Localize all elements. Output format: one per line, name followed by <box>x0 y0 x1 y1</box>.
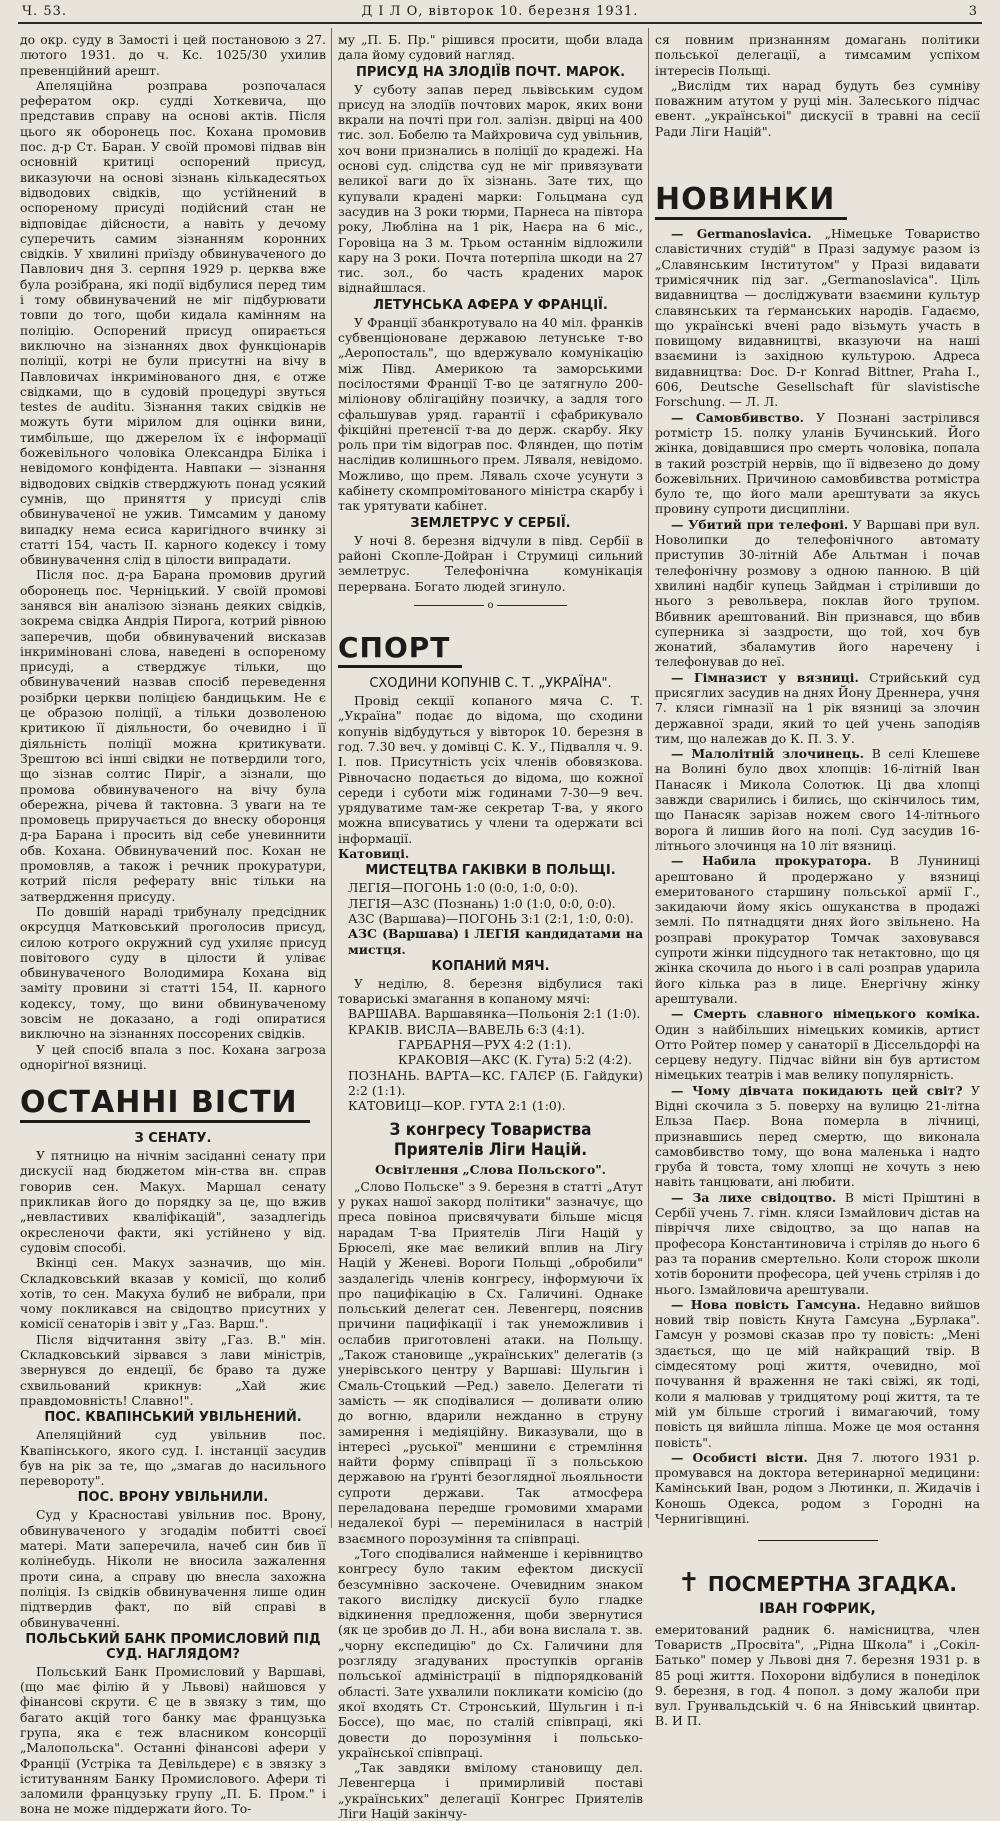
column-1 <box>20 32 326 1817</box>
article-text: до окр. суду в Замості і цей постановою з 27. лютого 1931. до ч. Кс. 1025/30 ухилив превенційний арешт. <box>20 32 326 78</box>
headline: ПОЛЬСЬКИЙ БАНК ПРОМИСЛОВИЙ ПІД СУД. НАГЛЯДОМ? <box>25 1631 321 1662</box>
headline: ПОС. КВАПІНСЬКИЙ УВІЛЬНЕНИЙ. <box>44 1410 302 1426</box>
headline: СХОДИНИ КОПУНІВ С. Т. „УКРАЇНА". <box>369 676 612 692</box>
news-item <box>655 410 980 517</box>
section-banner-news: НОВИНКИ <box>655 183 847 220</box>
article-text: Апеляційний суд увільнив пос. Квапінського, якого суд. І. інстанції засудив був на рік за те, що „змагав до насильного перевороту". <box>20 1427 326 1489</box>
news-item <box>655 853 980 1006</box>
article-text: Після відчитання звіту „Газ. В." мін. Складковський зірвався з лави міністрів, звернувся до ендеції, бє браво та дуже схвильований крикнув: „Хай жиє правдомовність! Славно!". <box>20 1331 326 1408</box>
news-item-text: В селі Клешеве на Волині було двох хлопців: 16-літній Іван Панасяк і Микола Солотюк. Ці два хлопці завжди сварились і бились, що скінчилось тим, що Панасяк зарізав ножем свого 14-літнього ворога й лишив його на полі. Суд засудив 16-літнього злочинця на 10 літ вязниці. <box>655 746 980 853</box>
section-banner-sport: СПОРТ <box>338 631 462 668</box>
obituary-title-text: ПОСМЕРТНА ЗГАДКА. <box>707 1572 957 1597</box>
headline: МИСТЕЦТВА ГАКІВКИ В ПОЛЬЩІ. <box>365 863 616 879</box>
obituary-name: ІВАН ГОФРИК, <box>759 1601 876 1618</box>
news-item-text: Один з найбільших німецьких комиків, артист Отто Ройтер помер у санаторії в Діссельдорфі на серцеву недугу. Підчас війни він був артистом німецьких театрів і мав велику популярність. <box>655 1021 980 1083</box>
headline: ЗЕМЛЕТРУС У СЕРБІЇ. <box>410 515 571 531</box>
news-item-text: Стрийський суд присяглих засудив на днях Йону Дреннера, учня 7. кляси гімназії на 1 рік вязниці за злочин державної зради, який то цей учень заподіяв тим, що належав до К. П. З. У. <box>655 669 980 746</box>
article-text: Вкінці сен. Макух зазначив, що мін. Складковський вказав у комісії, що колиб хотів, то сен. Макуха булиб не вибрали, при чому покликався на свідоцтво присутних у комісії сенаторів і звіт у „Газ. Варш.". <box>20 1255 326 1332</box>
news-item-text: В Луниниці арештовано й продержано у вязниці емеритованого старшину польської армії Г., закидаючи йому якісь ошуканства в продажі землі. По пятнадцяти днях його звільнено. На розправі прокуратор Томчак заховувався супроти жінки підсудного так нетактовно, що ця жінка скочила до нього і в салі розправ ударила його кілька раз в лице. Енергічну жінку арештували. <box>655 853 980 1006</box>
article-text: У суботу запав перед львівським судом присуд на злодіїв почтових марок, яких вони вкрали на почті при гол. залізн. двірці на 400 тис. зол. Бобелю та Майхровича суд увільнив, хоч вони признались в поліції до крадежі. На основі суд. слідства суд не міг привязувати великої ваги до їх зізнань. Зате тих, що купували крадені марки: Гольцмана суд засудив на 3 роки тюрми, Парнеса на півтора року, Любліна на 1 рік, Наєра на 6 міс., Горовіца на 3 м. Трьом останнім відложили кару на 3 роки. Почта потерпіла шкоди на 27 тис. зол., бо часть крадених марок віднайшлася. <box>338 81 643 296</box>
news-item-text: „Німецьке Товариство славістичних студій" в Празі задумує разом із „Славянським Інститутом" у Празі видавати тримісячник під заг. „Germanoslavica". Ціль видавництва — досліджувати взаємини культур славянських та ґерманських народів. Гадаємо, що українські вчені радо візьмуть участь в повищому видавництві, вказуючи на наші взаємини із західною культурою. Адреса видавництва: Doc. D-r Konrad Bittner, Praha I., 606, Deutsche Gesellschaft für slavistische Forschung. — Л. Л. <box>655 226 980 410</box>
news-item-text: В місті Пріштині в Сербії учень 7. гімн. кляси Ізмайлович дістав на півріччя лихе свідоцтво, за що напав на професора Константиновича і стріляв до нього 6 раз та поранив смертельно. Коли сторож школи хотів боронити професора, цей учень стріляв і до нього. Ізмайловича арештували. <box>655 1189 980 1297</box>
news-item-title: — Набила прокуратора. <box>671 853 872 869</box>
news-item <box>655 226 980 410</box>
cross-icon: ✝ <box>678 1568 700 1599</box>
article-text: ся повним признанням домагань політики польської делегації, а тимсамим успіхом інтересів Польщі. <box>655 32 980 78</box>
headline: З конгресу Товариства Приятелів Ліги Націй. <box>389 1119 592 1160</box>
page-number: 3 <box>968 4 978 19</box>
news-item-title: — Убитий при телефоні. <box>671 516 849 532</box>
newspaper-title-date: Д І Л О, вівторок 10. березня 1931. <box>361 4 639 19</box>
column-2 <box>338 32 643 1821</box>
news-item-title: — Смерть славного німецького комікa. <box>671 1006 980 1022</box>
news-item-title: — Чому дівчата покидають цей світ? <box>671 1082 963 1098</box>
separator: o <box>338 598 643 613</box>
score-line: ЛЕГІЯ—ПОГОНЬ 1:0 (0:0, 1:0, 0:0). <box>348 880 579 896</box>
score-line: ВАРШАВА. Варшавянка—Польонія 2:1 (1:0). <box>348 1006 641 1022</box>
headline: ЛЕТУНСЬКА АФЕРА У ФРАНЦІЇ. <box>373 297 608 313</box>
article-text: му „П. Б. Пр." рішився просити, щоби влада дала йому судовий нагляд. <box>338 32 643 63</box>
news-item-title: — Особисті вісти. <box>671 1449 808 1465</box>
news-item-title: — Самовбивство. <box>671 409 804 425</box>
headline: ПРИСУД НА ЗЛОДІЇВ ПОЧТ. МАРОК. <box>355 64 626 80</box>
news-item-title: — За лихе свідоцтво. <box>671 1189 837 1205</box>
article-text: Провід секції копаного мяча С. Т. „Україна" подає до відома, що сходини копунів відбудуться у вівторок 10. березня в год. 7.30 веч. у домівці С. К. У., Підвалля ч. 9. І. пов. Присутність усіх членів обовязкова. Рівночасно подається до відома, що кожної середи і суботи між годинами 7-30—9 веч. урядуватиме там-же секретар Т-ва, у якого можна вписуватись у члени та одержати всі інформації. <box>338 693 643 846</box>
news-item <box>655 1190 980 1297</box>
news-item <box>655 1083 980 1190</box>
issue-number: Ч. 53. <box>22 4 67 19</box>
separator <box>758 1540 878 1541</box>
subheadline: Освітлення „Слова Польского". <box>375 1161 606 1177</box>
news-item <box>655 1450 980 1526</box>
score-line: КАТОВИЦІ—КОР. ГУТА 2:1 (1:0). <box>348 1098 566 1114</box>
score-line: ГАРБАРНЯ—РУХ 4:2 (1:1). <box>398 1037 572 1053</box>
score-line: АЗС (Варшава)—ПОГОНЬ 3:1 (2:1, 1:0, 0:0). <box>348 910 634 926</box>
article-text: „Так завдяки вмілому становищу дел. Левенгерца і примирливій поставі „українських" делегації Конгрес Приятелів Ліги Націй закінчу- <box>338 1760 643 1821</box>
obituary-title <box>655 1568 980 1599</box>
news-item-text: Дня 7. лютого 1931 р. промувався на доктора ветеринарної медицини: Камінський Іван, родом з Лютинки, п. Жидачів і Коношь Одекса, родом з Городні на Чернигівщині. <box>655 1449 980 1527</box>
news-item-title: — Germanoslavica. <box>671 226 812 242</box>
score-line: КРАКОВІЯ—АКС (К. Гута) 5:2 (4:2). <box>398 1052 633 1068</box>
news-item <box>655 1297 980 1450</box>
news-item-text: У Відні скочила з 5. поверху на вулицю 21-літна Ельза Паєр. Вона померла в лічниці, признавшись перед смертю, що виконала самовбивство тому, що вона маленька і надто груба й товста, тому хлопці не хочуть з нею навіть танцювати, ані любити. <box>655 1082 980 1190</box>
column-divider <box>648 28 649 1528</box>
news-item-title: — Нова повість Гамсуна. <box>671 1296 861 1312</box>
score-line: ПОЗНАНЬ. ВАРТА—КС. ГАЛЄР (Б. Гайдуки) 2:2 (1:1). <box>348 1067 643 1098</box>
headline: ПОС. ВРОНУ УВІЛЬНИЛИ. <box>77 1490 269 1506</box>
news-item <box>655 517 980 670</box>
article-text: Після пос. д-ра Барана промовив другий оборонець пос. Черніцький. У своїй промові занявся він аналізою зізнань деяких свідків, зокрема свідка Андрія Пирога, котрий рівною заперечив, щоби обвинувачений висказав інкриміновані слова, наведені в оспореному присуді, а стверджує тільки, що обвинувачений назвав спосіб переведення розібрки церкви поліцією бандицьким. Не є це образою поліції, а тільки дозволеною критикою її діяльности, бо очевидно і її діяльність поліції можна критикувати. Зрештою всі інші свідки не потвердили того, що зізнав солтис Пиріг, а зізнали, що промова обвинуваченого на вічу була обережна, річева й тактовна. З уваги на те промовець приручається до внеску оборонця д-ра Барана і просить від себе уневиннити обв. Кохана. Обвинувачений пос. Кохан не промовляв, а також і речник прокуратури, котрий після реферату вніс тільки на затвердження присуду. <box>20 567 326 904</box>
news-item <box>655 746 980 853</box>
article-text: У Франції збанкротувало на 40 міл. франків субвенціоноване державою летунське т-во „Аеропосталь", що вдержувало комунікацію між Півд. Америкою та заморськими посілостями Франції Т-во це затягнуло 200-міліонову облігаційну позичку, а задля того сфальшував уряд. гарантії і сфабрикувало фікційні претенсії т-ва до держ. скарбу. Яку роль при тім відограв пос. Флянден, що потім наслідив колишнього прем. Ляваля, невідомо. Можливо, що прем. Ляваль схоче усунути з кабінету скомпромітованого міністра скарбу і так урятувати кабінет. <box>338 314 643 514</box>
news-item-title: — Гімназист у вязниці. <box>671 669 859 685</box>
column-3 <box>655 32 980 1729</box>
article-text: У ночі 8. березня відчули в півд. Сербії в районі Скопле-Дойран і Струмиці сильний землетрус. Телефонічна комунікація перервана. Богато людей згинуло. <box>338 532 643 594</box>
news-item-text: Недавно вийшов новий твір повість Кнута Гамсуна „Бурлака". Гамсун у розмові сказав про ту повість: „Мені здається, що це мій найкращий твір. В сімдесятому році життя, очевидно, мої почування й враження не такі свіжі, як тоді, коли я малював у тридцятому році життя, та те мій ум більше строгий і вимагаючий, тому повість ця вийшла ліпша. Може це моя остання повість". <box>655 1296 980 1450</box>
masthead-rule <box>18 22 982 24</box>
article-text: „Слово Польске" з 9. березня в статті „Атут у руках нашої закорд політики" зазначує, що преса повіноа присвячувати більше місця нарадам Т-ва Приятелів Ліги Націй у Брюселі, яке має великий вплив на Лігу Націй у Женеві. Вороги Польщі „обробили" заздалегідь членів конгресу, інформуючи їх про пацифікацію в Сх. Галичині. Однаке польський делегат сен. Левенгерц, пояснив причини пацифікації і так унеможливив і ослабив приготовлені атаки. на Польщу. „Також становище „українських" делегатів (з унерівського центру у Варшаві: Шульгин і Смаль-Стоцький —Ред.) завело. Делегати ті замість — як сподівалися — доливати олию до вогню, вдарили нежданно в струну замирення і медіяційну. Виказували, що в інтересі „руської" меншини є стремління найти форму співпраці її з польською державою на ґрунті безоглядної льояльности супроти держави. Так атмосфера переладована передше громовими хмарами недалекої бурі — перемінилася в настрій взаємного порозуміння та співпраці. <box>338 1178 643 1546</box>
article-text: Польський Банк Промисловий у Варшаві, (що має філію й у Львові) найшовся у фінансові скрути. Є це в звязку з тим, що багато акцій того банку має французька група, яка є теж власником консорції „Малопольска". Останні фінансові афери у Франції (Устріка та Девільдере) є в звязку з іституванням Банку Промислового. Афери ті заломили французьку групу „П. Б. Пром." і вона не може піддержати його. То- <box>20 1663 326 1817</box>
headline: З СЕНАТУ. <box>134 1131 212 1147</box>
article-text: У цей спосіб впала з пос. Кохана загроза одноріґної вязниці. <box>20 1041 326 1072</box>
news-item <box>655 670 980 746</box>
article-text: Суд у Красноставі увільнив пос. Врону, обвинуваченого у згодадім побитті своєї матері. Мати заперечила, начеб син бив її колінебудь. Ніколи не вносила зажалення проти сина, а справу цю внесла захожна поліція. Із свідків обвинувачення лише один підтвердив факт, по вій справі в обвинуваченні. <box>20 1507 326 1630</box>
article-text: „Вислідм тих нарад будуть без сумніву поважним атутом у руці мін. Залеського підчас евент. „українськоі" дискусії в травні на сесії Ради Ліги Націй". <box>655 77 980 139</box>
news-item-text: У Варшаві при вул. Новолипки до телефонічного автомату приступив 30-літній Абе Альтман і почав телефонічну розмову з одною панною. В цій хвилині надбіг купець Зайдман і стріливши до нього з револьвера, поклав його трупом. Вбивник арештований. Він признався, що вбив суперника зі заздрости, що той, хоч був жонатий, збаламутив його наречену і телефонував до неї. <box>655 516 980 670</box>
news-item-text: У Познані застрілився ротмістр 15. полку уланів Бучинський. Його жінка, довідавшися про смерть чоловіка, попала в такий розстрій нервів, що її відвезено до дому божевільних. Причиною самовбивства ротмістра було те, що його мали арештувати за якусь провину супроти дисципліни. <box>655 409 980 517</box>
article-text: Апеляційна розправа розпочалася рефератом окр. судді Хоткевича, що представив справу на основі актів. Після цього як оборонець пос. Кохана промовив пос. д-р Ст. Баран. У своїй промові підвав він основній критиці оспорений присуд, виказуючи на основі зізнань кількадесятьох відводових свідків, що устійнений в оспореному присуді подійсний стан не відповідає дійсности, а навіть у дечому суперечить самим зізнанням коронних свідків. У хвилині приїзду обвинуваченого до Павлович дня 3. серпня 1929 р. церква вже була розібрана, які події відбулися перед тим і тому обвинувачений не міг підбурювати товпи до того, щоби кидала камінням на поліцію. Оспорений присуд опирається виключно на зізнаннях двох функціонарів поліції, котрі не були присутні на вічу в Павловичах інкримінованого дня, є отже свідками, що в судовій процедурі звуться testes de auditu. Зізнання таких свідків не можуть бути мірилом для оцінки вини, тимбільше, що джерелом їх є інформації божевільного чоловіка Олександра Біліка і невідомого конфідента. Навпаки — зізнання відводових свідків стверджують понад усякий сумнів, що приняття у присуді слів обвинуваченої не ужив. Тимсамим у даному випадку нема есиса каригідного вчинку зі статті 154, часть II. карного кодексу і тому обвинувачення слід в цілости випрадати. <box>20 77 326 568</box>
score-line: ЛЕГІЯ—АЗС (Познань) 1:0 (1:0, 0:0, 0:0). <box>348 895 616 911</box>
news-item-title: — Малолітній злочинець. <box>671 746 865 762</box>
masthead <box>22 4 978 22</box>
section-banner-latest-news: ОСТАННІ ВІСТИ <box>20 1086 310 1123</box>
column-divider <box>331 28 332 1528</box>
obituary-text: емеритований радник 6. намісництва, член Товариств „Просвіта", „Рідна Школа" і „Сокіл-Батько" помер у Львові дня 7. березня 1931 р. в 85 році життя. Похорони відбулися в понеділок 9. березня, в год. 4 попол. з дому жалоби при вул. Грунвальдській ч. 6 на Янівський цвинтар. В. И П. <box>655 1621 980 1729</box>
headline: КОПАНИЙ МЯЧ. <box>431 958 550 974</box>
article-text: У пятницю на нічнім засіданні сенату при дискусії над бюджетом мін-ства вн. справ говорив сен. Макух. Маршал сенату прикликав його до порядку за це, що вжив „невластивих кваліфікацій", зазадлегідь окресленочи факти, які устійнено у від. судовім способі. <box>20 1148 326 1255</box>
article-text: У неділю, 8. березня відбулися такі товариські змагання в копаному мячі: <box>338 975 643 1007</box>
score-line: КРАКІВ. ВИСЛА—ВАВЕЛЬ 6:3 (4:1). <box>348 1021 585 1037</box>
score-line: АЗС (Варшава) і ЛЕГІЯ кандидатами на мистця. <box>348 926 643 957</box>
dateline: Катовиці. <box>338 846 410 862</box>
news-item <box>655 1006 980 1082</box>
article-text: По довшій нараді трибуналу предсідник окрсудця Матковський проголосив присуд, силою котрого окружний суд ухиляє присуд повітового суду в цілости й уліває обвинуваченого Володимира Кохана від заміту провини зі статті 154, II. карного кодексу, тому, що вини обвинуваченому зовсім не доказано, а годі опиратися виключно на зізнаннях поссорених свідків. <box>20 903 326 1042</box>
article-text: „Того сподівалися найменше і керівництво конгресу було таким ефектом дискусії безсумнівно заскочене. Очевидним знаком такого вислідку дискусії було гладке відкинення предложення, щоби звернутися (як це зробив до Л. Н., аби вона вислала т. зв. „чорну експедицію" до Сх. Галичини для розгляду згадуваних проступків органів польської адміністрації в підпорядкованій області. Зате ухвалили покликати комісію (до якої входять Ст. Стронський, Шульгин і п-і Боссе), що має, по сталій співпраці, які довести до порозуміння і польсько-української співпраці. <box>338 1545 643 1760</box>
